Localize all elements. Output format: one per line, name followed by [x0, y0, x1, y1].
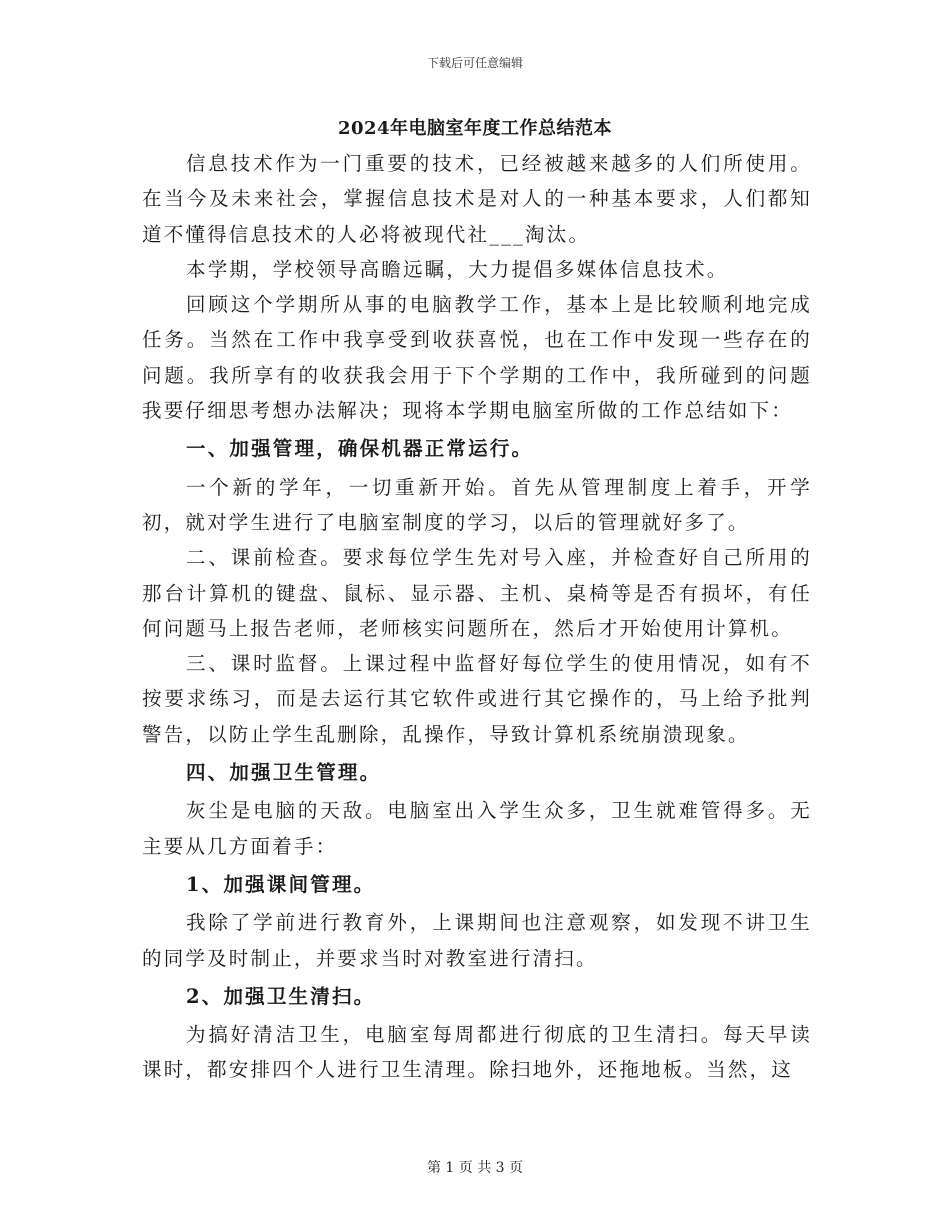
page-header: 下载后可任意编辑	[426, 56, 523, 70]
paragraph-break-management: 我除了学前进行教育外，上课期间也注意观察，如发现不讲卫生的同学及时制止，并要求当时对教室进行清扫。	[142, 911, 812, 970]
heading-hygiene: 四、加强卫生管理。	[186, 761, 382, 785]
heading-management: 一、加强管理，确保机器正常运行。	[186, 437, 534, 461]
paragraph-cleaning: 为搞好清洁卫生，电脑室每周都进行彻底的卫生清扫。每天早读课时，都安排四个人进行卫生清理。除扫地外，还拖地板。当然，这	[142, 1023, 812, 1082]
paragraph-class-supervision: 三、课时监督。上课过程中监督好每位学生的使用情况，如有不按要求练习，而是去运行其它软件或进行其它操作的，马上给予批判警告，以防止学生乱删除，乱操作，导致计算机系统崩溃现象。	[142, 652, 812, 746]
document-body	[142, 146, 812, 1088]
paragraph-new-year: 一个新的学年，一切重新开始。首先从管理制度上着手，开学初，就对学生进行了电脑室制度的学习，以后的管理就好多了。	[142, 475, 812, 534]
paragraph-review: 回顾这个学期所从事的电脑教学工作，基本上是比较顺利地完成任务。当然在工作中我享受到收获喜悦，也在工作中发现一些存在的问题。我所享有的收获我会用于下个学期的工作中，我所碰到的问题我要仔细思考想办法解决；现将本学期电脑室所做的工作总结如下：	[142, 293, 812, 423]
page-footer: 第 1 页 共 3 页	[426, 1160, 524, 1176]
paragraph-dust: 灰尘是电脑的天敌。电脑室出入学生众多，卫生就难管得多。无主要从几方面着手：	[142, 799, 812, 858]
heading-break-management: 1、加强课间管理。	[186, 872, 376, 896]
document-title: 2024年电脑室年度工作总结范本	[337, 118, 613, 139]
paragraph-pre-class-check: 二、课前检查。要求每位学生先对号入座，并检查好自己所用的那台计算机的键盘、鼠标、显示器、主机、桌椅等是否有损坏，有任何问题马上报告老师，老师核实问题所在，然后才开始使用计算机。	[142, 546, 812, 640]
paragraph-intro: 信息技术作为一门重要的技术，已经被越来越多的人们所使用。在当今及未来社会，掌握信息技术是对人的一种基本要求，人们都知道不懂得信息技术的人必将被现代社___淘汰。	[142, 152, 812, 246]
heading-cleaning: 2、加强卫生清扫。	[186, 984, 376, 1008]
paragraph-leadership: 本学期，学校领导高瞻远瞩，大力提倡多媒体信息技术。	[186, 257, 729, 281]
